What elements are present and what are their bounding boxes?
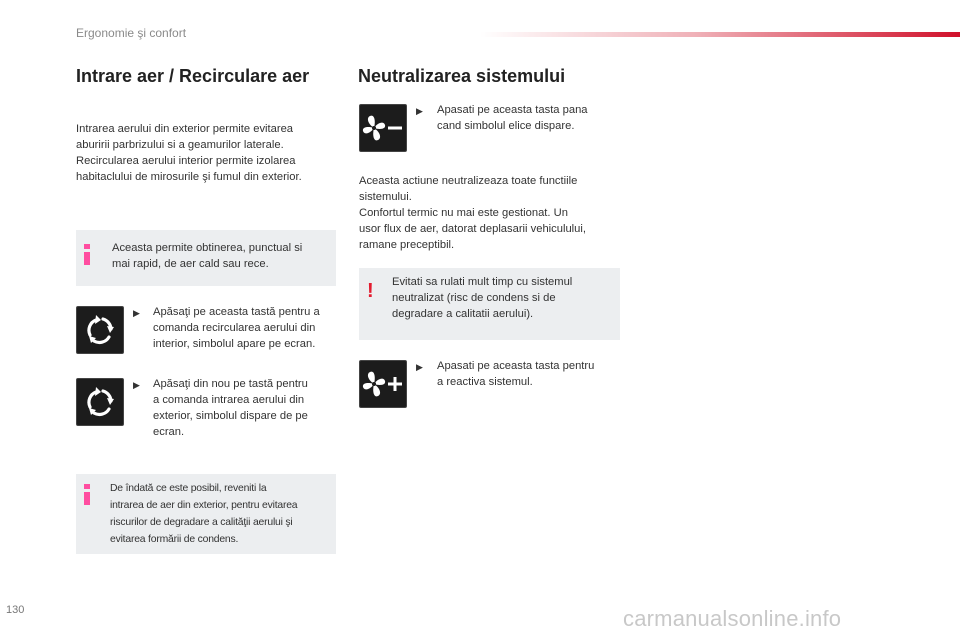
fan-plus-icon [360,361,406,407]
step-reactivate: Apasati pe aceasta tasta pentru a reactiva sistemul. [437,360,595,388]
info-icon [84,244,90,265]
info-box-2: De îndată ce este posibil, reveniti la intrarea de aer din exterior, pentru evitarea riscurilor de degradare a calităţii aerului şi evitarea formării de condens. [76,474,336,554]
recirculation-button-off[interactable] [76,378,124,426]
bullet-arrow-icon: ▶ [133,380,140,390]
section-title: Ergonomie şi confort [76,26,187,40]
page-number: 130 [6,604,25,616]
right-heading: Neutralizarea sistemului [358,66,566,86]
step-recirculate: Apăsaţi pe aceasta tastă pentru a comanda recircularea aerului din interior, simbolul apare pe ecran. [153,306,320,350]
neutralize-description: Aceasta actiune neutralizeaza toate functiile sistemului. Confortul termic nu mai este gestionat. Un usor flux de aer, datorat deplasarii vehiculului, ramane preceptibil. [359,175,586,251]
fan-plus-button[interactable] [359,360,407,408]
warning-icon: ! [367,280,374,302]
fan-minus-button[interactable] [359,104,407,152]
left-heading: Intrare aer / Recirculare aer [76,66,310,86]
info-box-1: Aceasta permite obtinerea, punctual si mai rapid, de aer cald sau rece. [76,230,336,286]
header-accent-bar [480,32,960,37]
left-intro: Intrarea aerului din exterior permite evitarea aburirii parbrizului si a geamurilor laterale. Recircularea aerului interior permite izolarea habitaclului de mirosurile şi fumul din exterior. [76,123,302,183]
recirculation-icon [77,379,123,425]
bullet-arrow-icon: ▶ [416,106,423,116]
fan-minus-icon [360,105,406,151]
step-exterior-air: Apăsaţi din nou pe tastă pentru a comanda intrarea aerului din exterior, simbolul dispare de pe ecran. [153,378,308,438]
recirculation-icon [77,307,123,353]
watermark: carmanualsonline.info [623,606,842,631]
step-neutralize: Apasati pe aceasta tasta pana cand simbolul elice dispare. [437,104,588,132]
bullet-arrow-icon: ▶ [416,362,423,372]
warning-box: ! Evitati sa rulati mult timp cu sistemul neutralizat (risc de condens si de degradare a calitatii aerului). [359,268,620,340]
info-icon [84,484,90,505]
bullet-arrow-icon: ▶ [133,308,140,318]
recirculation-button-on[interactable] [76,306,124,354]
